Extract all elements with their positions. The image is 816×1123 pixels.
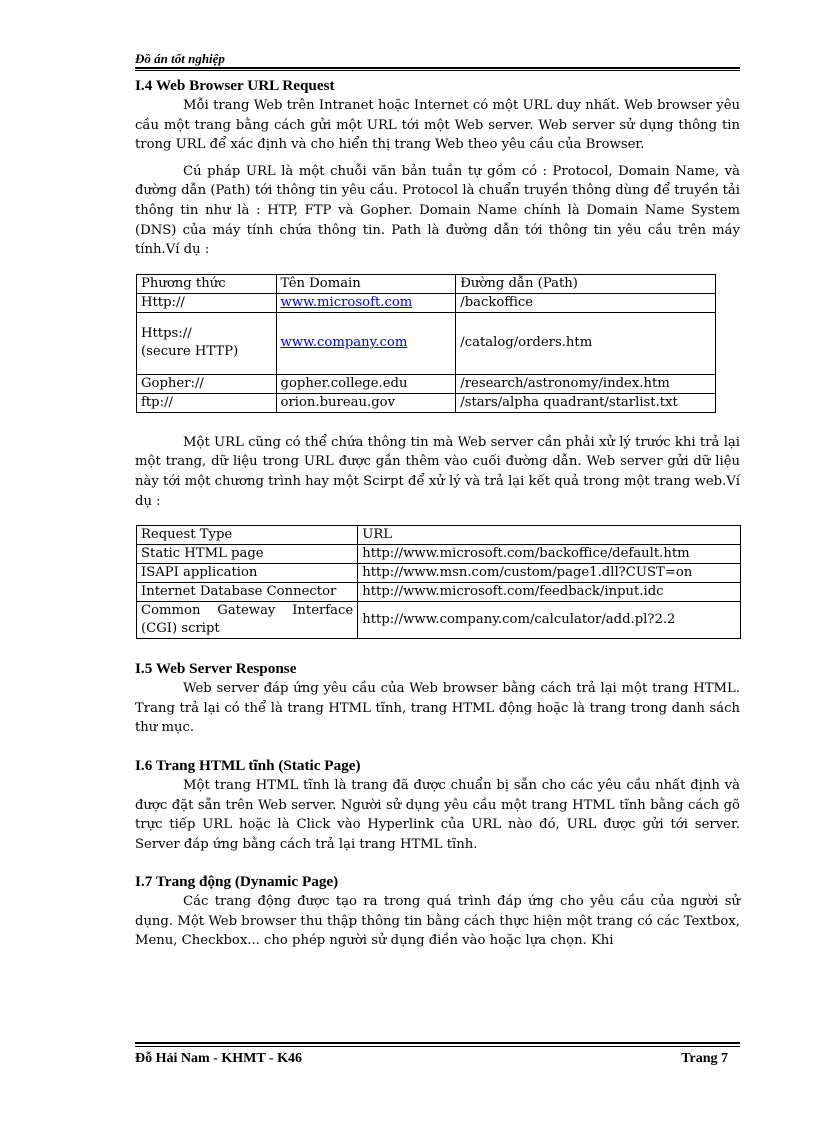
table-header-row xyxy=(137,526,741,545)
table-row xyxy=(137,393,716,412)
table-cell xyxy=(137,312,277,374)
paragraph: Web server đáp ứng yêu cầu của Web browser bằng cách trả lại một trang HTML. Trang trả lại có thể là trang HTML tĩnh, trang HTML động hoặc là trang trong danh sách thư mục. xyxy=(135,681,740,736)
page-header: Đồ án tốt nghiệp xyxy=(135,51,225,66)
page-content xyxy=(135,76,740,951)
paragraph: Một trang HTML tĩnh là trang đã được chuẩn bị sẵn cho các yêu cầu nhất định và được đặt sẵn trên Web server. Người sử dụng yêu cầu một trang HTML tĩnh bằng cách gõ trực tiếp URL hoặc là Click vào Hyperlink của URL nào đó, URL được gửi tới server. Server đáp ứng bằng cách trả lại trang HTML tĩnh. xyxy=(135,777,740,852)
table-cell: ISAPI application xyxy=(137,564,358,583)
table-cell: http://www.microsoft.com/feedback/input.idc xyxy=(358,583,741,602)
protocol-label: Https:// xyxy=(141,326,192,342)
table-cell: Common Gateway Interface (CGI) script xyxy=(137,602,358,639)
footer-author: Đỗ Hải Nam - KHMT - K46 xyxy=(135,1051,302,1066)
request-types-table xyxy=(136,525,741,639)
url-examples-table xyxy=(136,274,716,413)
table-row xyxy=(137,374,716,393)
paragraph: Một URL cũng có thể chứa thông tin mà Web server cần phải xử lý trước khi trả lại một trang, dữ liệu trong URL được gắn thêm vào cuối đường dẫn. Web server gửi dữ liệu này tới một chương trình hay một Scirpt để xử lý và trả lại kết quả trong một trang web.Ví dụ : xyxy=(135,434,740,509)
table-row xyxy=(137,583,741,602)
table-cell: /stars/alpha quadrant/starlist.txt xyxy=(456,393,716,412)
table-header-cell: Tên Domain xyxy=(276,274,456,293)
footer-rule-thin xyxy=(135,1046,740,1047)
table-header-cell: Đường dẫn (Path) xyxy=(456,274,716,293)
table-row xyxy=(137,545,741,564)
domain-link[interactable]: www.company.com xyxy=(280,335,408,351)
table-cell: orion.bureau.gov xyxy=(276,393,456,412)
table-cell: Static HTML page xyxy=(137,545,358,564)
header-rule-thin xyxy=(135,70,740,71)
table-cell xyxy=(276,312,456,374)
page-number: Trang 7 xyxy=(681,1051,728,1066)
table-cell: Http:// xyxy=(137,293,277,312)
table-cell: /backoffice xyxy=(456,293,716,312)
table-header-cell: Phương thức xyxy=(137,274,277,293)
paragraph: Các trang động được tạo ra trong quá trình đáp ứng cho yêu cầu của người sử dụng. Một Web browser thu thập thông tin bằng cách thực hiện một trang có các Textbox, Menu, Checkbox... cho phép người sử dụng điền vào hoặc lựa chọn. Khi xyxy=(135,894,740,949)
table-cell: ftp:// xyxy=(137,393,277,412)
table-cell: /catalog/orders.htm xyxy=(456,312,716,374)
section-heading-1-7: I.7 Trang động (Dynamic Page) xyxy=(135,873,339,891)
table-header-cell: Request Type xyxy=(137,526,358,545)
table-cell: gopher.college.edu xyxy=(276,374,456,393)
header-rule xyxy=(135,67,740,69)
section-heading-1-6: I.6 Trang HTML tĩnh (Static Page) xyxy=(135,756,361,774)
table-cell: Gopher:// xyxy=(137,374,277,393)
protocol-note: (secure HTTP) xyxy=(141,344,239,360)
table-cell: /research/astronomy/index.htm xyxy=(456,374,716,393)
table-cell: Internet Database Connector xyxy=(137,583,358,602)
table-header-cell: URL xyxy=(358,526,741,545)
section-heading-1-4: I.4 Web Browser URL Request xyxy=(135,77,335,94)
table-row xyxy=(137,312,716,374)
table-row xyxy=(137,564,741,583)
table-cell xyxy=(276,293,456,312)
domain-link[interactable]: www.microsoft.com xyxy=(280,294,413,310)
paragraph: Mỗi trang Web trên Intranet hoặc Internet có một URL duy nhất. Web browser yêu cầu một trang bằng cách gửi một URL tới một Web server. Web server sử dụng thông tin trong URL để xác định và cho hiển thị trang Web theo yêu cầu của Browser. xyxy=(135,98,740,153)
table-row xyxy=(137,602,741,639)
table-row xyxy=(137,293,716,312)
table-cell: http://www.microsoft.com/backoffice/default.htm xyxy=(358,545,741,564)
footer-rule xyxy=(135,1042,740,1044)
table-cell: http://www.msn.com/custom/page1.dll?CUST=on xyxy=(358,564,741,583)
section-heading-1-5: I.5 Web Server Response xyxy=(135,660,297,678)
table-header-row xyxy=(137,274,716,293)
page-footer xyxy=(135,1051,740,1067)
table-cell: http://www.company.com/calculator/add.pl?2.2 xyxy=(358,602,741,639)
paragraph: Cú pháp URL là một chuỗi văn bản tuần tự gồm có : Protocol, Domain Name, và đường dẫn (Path) tới thông tin yêu cầu. Protocol là chuẩn truyền thông dùng để truyền tải thông tin như là : HTP, FTP và Gopher. Domain Name chính là Domain Name System (DNS) của máy tính chứa thông tin. Path là đường dẫn tới thông tin yêu cầu trên máy tính.Ví dụ : xyxy=(135,163,740,258)
